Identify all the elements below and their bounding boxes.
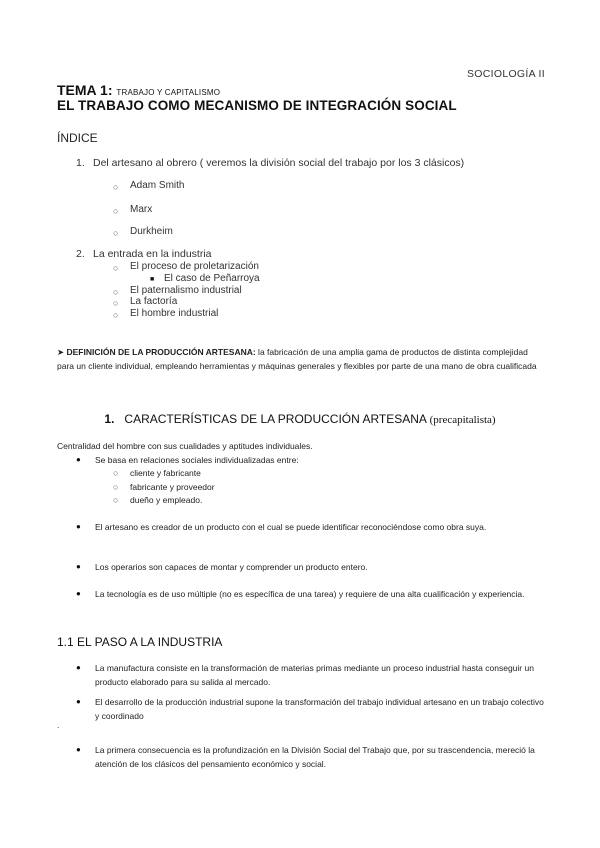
- bullet-dot-icon: ●: [76, 589, 81, 598]
- index-item-1-label: Del artesano al obrero ( veremos la división social del trabajo por los 3 clásicos): [93, 157, 465, 169]
- section-1-number: 1.: [104, 412, 115, 426]
- circle-bullet-icon: ○: [113, 495, 119, 505]
- index-subitem: El proceso de proletarización: [130, 261, 259, 272]
- index-subsubitem: El caso de Peñarroya: [164, 273, 260, 284]
- index-item-1-number: 1.: [76, 157, 85, 169]
- definition-paragraph: [57, 345, 547, 373]
- section-1-bullet-1: Se basa en relaciones sociales individualizadas entre:: [95, 455, 299, 465]
- circle-bullet-icon: ○: [113, 310, 119, 320]
- relation-item: fabricante y proveedor: [130, 482, 215, 492]
- index-item-2-number: 2.: [76, 248, 85, 260]
- bullet-dot-icon: ●: [76, 562, 81, 571]
- bullet-dot-icon: ●: [76, 455, 81, 464]
- circle-bullet-icon: ○: [113, 287, 119, 297]
- tema-label: TEMA 1:: [57, 82, 113, 98]
- bullet-dot-icon: ●: [76, 663, 81, 672]
- tema-subtitle: TRABAJO Y CAPITALISMO: [116, 88, 221, 97]
- relation-item: cliente y fabricante: [130, 468, 201, 478]
- bullet-dot-icon: ●: [76, 522, 81, 531]
- circle-bullet-icon: ○: [113, 482, 119, 492]
- section-1-title: CARACTERÍSTICAS DE LA PRODUCCIÓN ARTESANA: [124, 412, 427, 426]
- section-1-bullet-4: La tecnología es de uso múltiple (no es específica de una tarea) y requiere de una alta cualificación y experiencia.: [95, 589, 525, 599]
- square-bullet-icon: ■: [150, 276, 155, 283]
- index-subitem: El paternalismo industrial: [130, 285, 242, 296]
- section-1-bullet-3: Los operarios son capaces de montar y comprender un producto entero.: [95, 562, 368, 572]
- index-subitem: Adam Smith: [130, 180, 185, 191]
- page-title: EL TRABAJO COMO MECANISMO DE INTEGRACIÓN SOCIAL: [57, 98, 457, 113]
- index-heading: ÍNDICE: [57, 131, 98, 145]
- circle-bullet-icon: ○: [113, 468, 119, 478]
- definition-text: la fabricación de una amplia gama de productos de distinta complejidad para un cliente individual, empleando herramientas y máquinas generales y flexibles por parte de una mano de obra cualificada: [57, 347, 537, 371]
- course-header: SOCIOLOGÍA II: [466, 68, 545, 80]
- stray-period: .: [57, 720, 60, 730]
- section-1-intro: Centralidad del hombre con sus cualidades y aptitudes individuales.: [57, 441, 313, 451]
- index-subitem: La factoría: [130, 296, 178, 307]
- section-1-1-heading: 1.1 EL PASO A LA INDUSTRIA: [57, 635, 223, 649]
- section-1-heading: [0, 412, 600, 426]
- section-1-bullet-2: El artesano es creador de un producto con el cual se puede identificar reconociéndose como obra suya.: [95, 522, 487, 532]
- circle-bullet-icon: ○: [113, 206, 119, 216]
- index-subitem: Durkheim: [130, 226, 173, 237]
- index-subitem: Marx: [130, 204, 153, 215]
- section-1-1-bullet-1: La manufactura consiste en la transformación de materias primas mediante un proceso industrial hasta conseguir un producto elaborado para su salida al mercado.: [95, 663, 534, 687]
- section-1-qualifier: (precapitalista): [429, 414, 496, 426]
- section-1-1-bullet-3: La primera consecuencia es la profundización en la División Social del Trabajo que, por su trascendencia, mereció la atención de los clásicos del pensamiento económico y social.: [95, 745, 535, 769]
- section-1-1-bullet-2: El desarrollo de la producción industrial supone la transformación del trabajo individual artesano en un trabajo colectivo y coordinado: [95, 697, 544, 721]
- circle-bullet-icon: ○: [113, 182, 119, 192]
- bullet-dot-icon: ●: [76, 745, 81, 754]
- index-subitem: El hombre industrial: [130, 308, 219, 319]
- relation-item: dueño y empleado.: [130, 495, 203, 505]
- bullet-dot-icon: ●: [76, 697, 81, 706]
- tema-heading: [57, 82, 220, 98]
- circle-bullet-icon: ○: [113, 263, 119, 273]
- definition-label: ➤ DEFINICIÓN DE LA PRODUCCIÓN ARTESANA:: [57, 347, 256, 357]
- index-item-2-label: La entrada en la industria: [93, 248, 212, 260]
- circle-bullet-icon: ○: [113, 228, 119, 238]
- circle-bullet-icon: ○: [113, 298, 119, 308]
